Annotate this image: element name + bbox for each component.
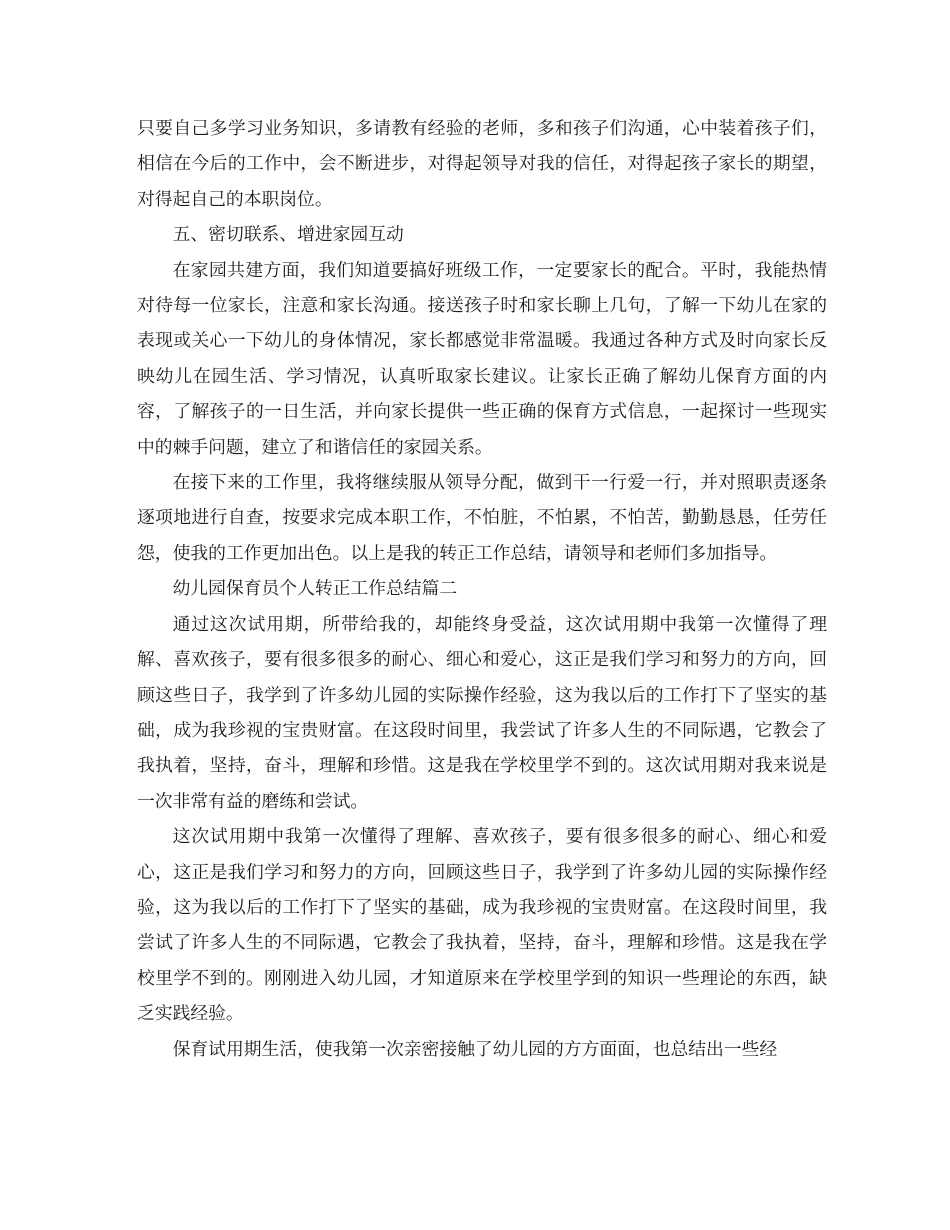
section-heading: 五、密切联系、增进家园互动 — [172, 224, 404, 246]
paragraph: 这次试用期中我第一次懂得了理解、喜欢孩子，要有很多很多的耐心、细心和爱心，这正是我们学习和努力的方向，回顾这些日子，我学到了许多幼儿园的实际操作经验，这为我以后的工作打下了坚实的基础，成为我珍视的宝贵财富。在这段时间里，我尝试了许多人生的不同际遇，它教会了我执着，坚持，奋斗，理解和珍惜。这是我在学校里学不到的。刚刚进入幼儿园，才知道原来在学校里学到的知识一些理论的东西，缺乏实践经验。 — [137, 826, 827, 1025]
document-body — [137, 111, 827, 1067]
article-title: 幼儿园保育员个人转正工作总结篇二 — [172, 578, 458, 600]
paragraph: 只要自己多学习业务知识，多请教有经验的老师，多和孩子们沟通，心中装着孩子们，相信在今后的工作中，会不断进步，对得起领导对我的信任，对得起孩子家长的期望，对得起自己的本职岗位。 — [137, 118, 827, 210]
paragraph: 通过这次试用期，所带给我的，却能终身受益，这次试用期中我第一次懂得了理解、喜欢孩子，要有很多很多的耐心、细心和爱心，这正是我们学习和努力的方向，回顾这些日子，我学到了许多幼儿园的实际操作经验，这为我以后的工作打下了坚实的基础，成为我珍视的宝贵财富。在这段时间里，我尝试了许多人生的不同际遇，它教会了我执着，坚持，奋斗，理解和珍惜。这是我在学校里学不到的。这次试用期对我来说是一次非常有益的磨练和尝试。 — [137, 613, 827, 812]
paragraph: 保育试用期生活，使我第一次亲密接触了幼儿园的方方面面，也总结出一些经 — [172, 1038, 778, 1060]
paragraph: 在家园共建方面，我们知道要搞好班级工作，一定要家长的配合。平时，我能热情对待每一位家长，注意和家长沟通。接送孩子时和家长聊上几句，了解一下幼儿在家的表现或关心一下幼儿的身体情况，家长都感觉非常温暖。我通过各种方式及时向家长反映幼儿在园生活、学习情况，认真听取家长建议。让家长正确了解幼儿保育方面的内容，了解孩子的一日生活，并向家长提供一些正确的保育方式信息，一起探讨一些现实中的棘手问题，建立了和谐信任的家园关系。 — [137, 259, 827, 458]
paragraph: 在接下来的工作里，我将继续服从领导分配，做到干一行爱一行，并对照职责逐条逐项地进行自查，按要求完成本职工作，不怕脏，不怕累，不怕苦，勤勤恳恳，任劳任怨，使我的工作更加出色。以上是我的转正工作总结，请领导和老师们多加指导。 — [137, 472, 827, 564]
